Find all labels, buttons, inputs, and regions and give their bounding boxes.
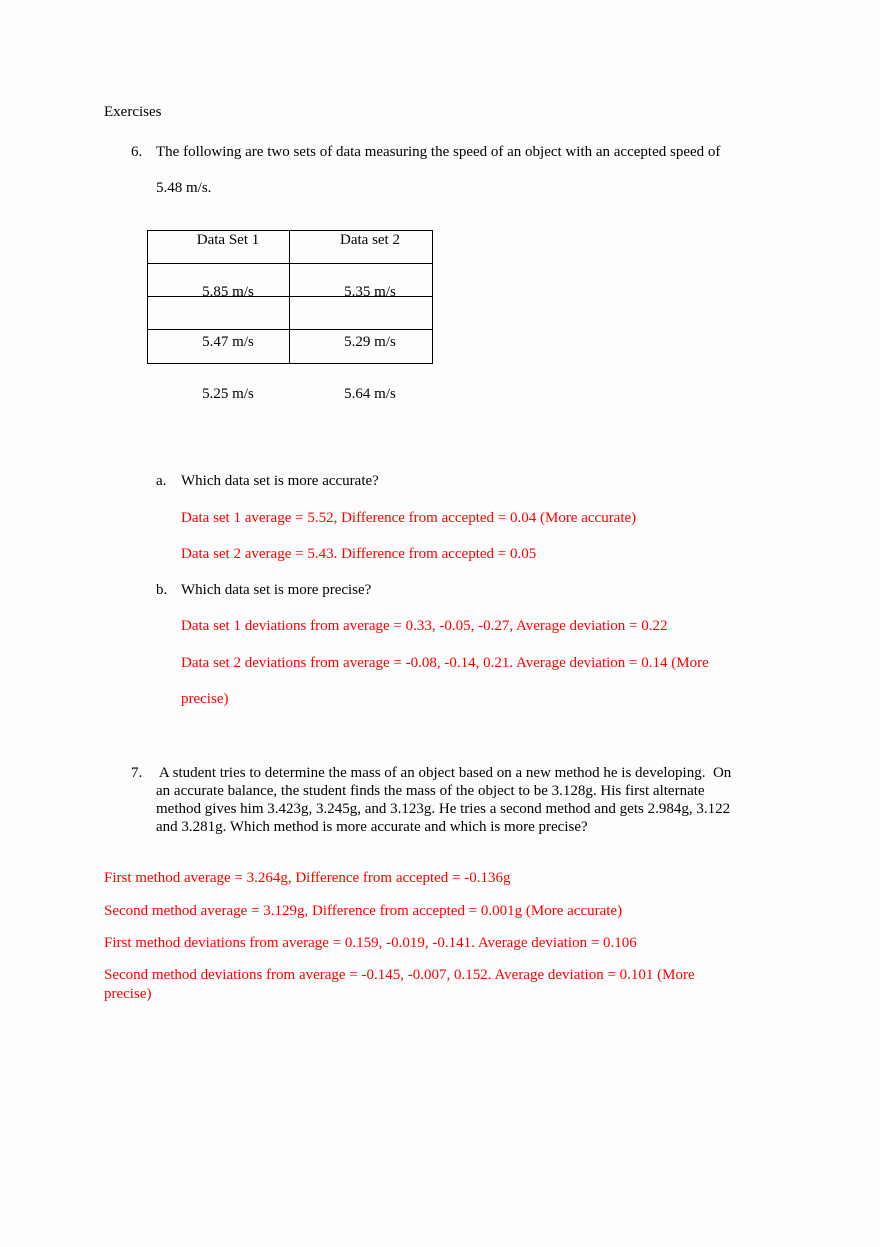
- table-header-data-set-2: Data set 2: [340, 232, 400, 248]
- question-6-number: 6.: [131, 144, 143, 160]
- part-b-answer-3: precise): [181, 691, 229, 707]
- question-7-line-2: an accurate balance, the student finds the mass of the object to be 3.128g. His first alternate: [156, 783, 705, 799]
- question-7-line-4: and 3.281g. Which method is more accurate and which is more precise?: [156, 819, 588, 835]
- table-border-left: [147, 230, 148, 364]
- table-border-bottom: [147, 363, 433, 364]
- part-a-answer-2: Data set 2 average = 5.43. Difference from accepted = 0.05: [181, 546, 537, 562]
- part-a-question: Which data set is more accurate?: [181, 473, 379, 489]
- part-b-answer-2: Data set 2 deviations from average = -0.08, -0.14, 0.21. Average deviation = 0.14 (More: [181, 655, 709, 671]
- question-7-line-1: A student tries to determine the mass of an object based on a new method he is developing. On: [156, 765, 732, 781]
- speed-data-table: [147, 230, 433, 402]
- question-7-line-3: method gives him 3.423g, 3.245g, and 3.123g. He tries a second method and gets 2.984g, 3.122: [156, 801, 731, 817]
- question-7-answer-3: First method deviations from average = 0.159, -0.019, -0.141. Average deviation = 0.106: [104, 935, 637, 951]
- table-header-data-set-1: Data Set 1: [196, 232, 260, 248]
- page-heading: Exercises: [104, 104, 162, 120]
- question-6-text-line1: The following are two sets of data measuring the speed of an object with an accepted speed of: [156, 144, 721, 160]
- table-border-row3: [147, 329, 433, 330]
- question-7-answer-1: First method average = 3.264g, Difference from accepted = -0.136g: [104, 870, 511, 886]
- question-6-text-line2: 5.48 m/s.: [156, 180, 212, 196]
- table-border-top: [147, 230, 433, 231]
- part-b-label: b.: [156, 582, 168, 598]
- table-cell: 5.35 m/s: [344, 284, 396, 300]
- question-7-answer-5: precise): [104, 986, 152, 1002]
- table-cell: 5.25 m/s: [202, 386, 254, 402]
- part-b-question: Which data set is more precise?: [181, 582, 372, 598]
- table-cell: 5.47 m/s: [202, 334, 254, 350]
- part-a-answer-1: Data set 1 average = 5.52, Difference from accepted = 0.04 (More accurate): [181, 510, 637, 526]
- question-7-answer-2: Second method average = 3.129g, Difference from accepted = 0.001g (More accurate): [104, 903, 623, 919]
- question-7-answer-4: Second method deviations from average = -0.145, -0.007, 0.152. Average deviation = 0.101 (More: [104, 967, 695, 983]
- table-border-row1: [147, 263, 433, 264]
- part-a-label: a.: [156, 473, 167, 489]
- table-cell: 5.29 m/s: [344, 334, 396, 350]
- table-cell: 5.64 m/s: [344, 386, 396, 402]
- part-b-answer-1: Data set 1 deviations from average = 0.33, -0.05, -0.27, Average deviation = 0.22: [181, 618, 668, 634]
- table-cell: 5.85 m/s: [202, 284, 254, 300]
- question-7-number: 7.: [131, 765, 143, 781]
